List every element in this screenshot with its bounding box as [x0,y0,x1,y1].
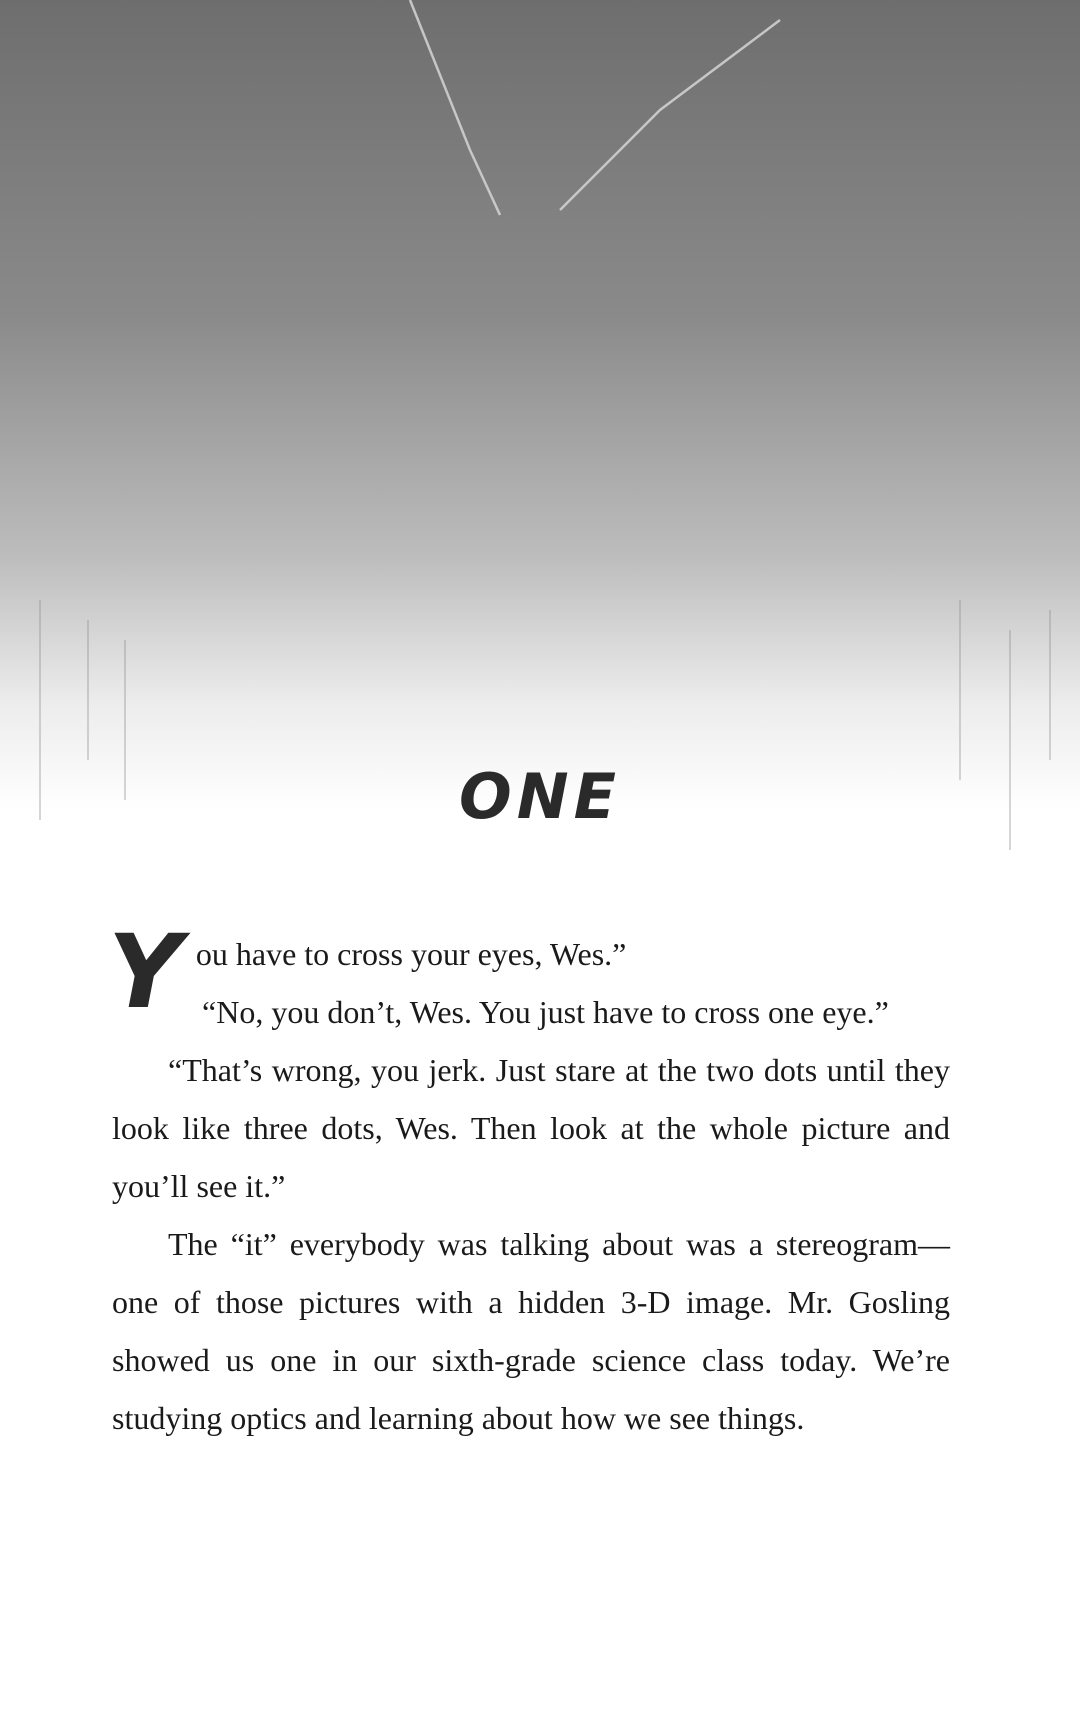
paragraph-3: The “it” everybody was talking about was a stereogram—one of those pictures with a hidden 3-D image. Mr. Gosling showed us one in our sixth-grade science class today. We’re studying optics and learning about how we see things. [112,1226,950,1436]
paragraph-1-continued: “No, you don’t, Wes. You just have to cross one eye.” [202,994,889,1030]
chapter-text [108,913,950,1447]
chapter-title: ONE [459,760,621,833]
paragraph-1 [108,913,950,1041]
paragraph-1-line-1: ou have to cross your eyes, Wes.” [195,936,627,972]
paragraph-2: “That’s wrong, you jerk. Just stare at the two dots until they look like three dots, Wes. Then look at the whole picture and you’ll see it.” [112,1052,950,1204]
drop-cap: Y [108,913,182,1032]
